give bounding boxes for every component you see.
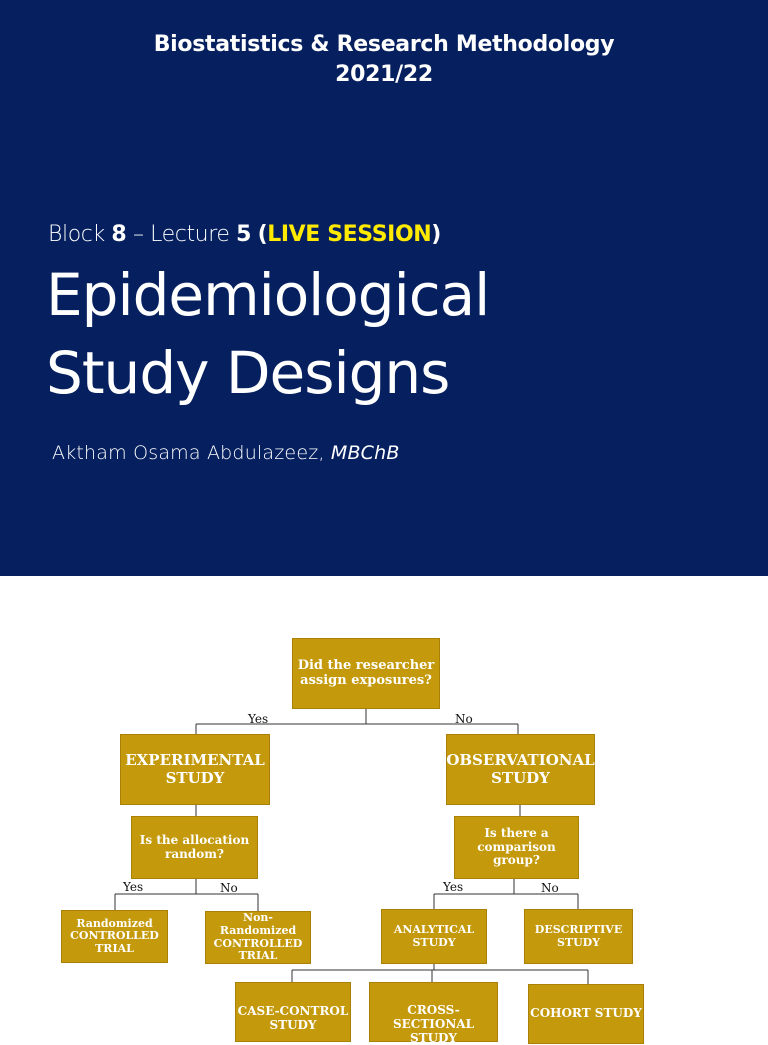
course-title: [0, 30, 768, 90]
block-lecture-line: [48, 222, 441, 247]
title-line-2: Study Designs: [46, 339, 450, 407]
node-analytical-study: ANALYTICAL STUDY: [381, 909, 487, 964]
label-alloc-no: No: [220, 881, 238, 895]
node-non-randomized-controlled-trial: Non-Randomized CONTROLLED TRIAL: [205, 911, 311, 964]
node-observational-study: OBSERVATIONAL STUDY: [446, 734, 595, 805]
live-session-label: LIVE SESSION: [267, 222, 432, 247]
label-comp-yes: Yes: [443, 880, 464, 894]
author: [52, 442, 400, 464]
label-root-yes: Yes: [248, 712, 269, 726]
lecture-number: 5: [236, 222, 252, 247]
title-line-1: Epidemiological: [46, 261, 490, 329]
node-comparison-group: Is there a comparison group?: [454, 816, 579, 879]
study-design-flowchart: [0, 576, 768, 1045]
course-year: 2021/22: [335, 62, 433, 87]
paren-open: (: [257, 222, 268, 247]
node-case-control-study: CASE-CONTROL STUDY: [235, 982, 351, 1042]
author-name: Aktham Osama Abdulazeez,: [52, 442, 331, 464]
node-assign-exposures: Did the researcher assign exposures?: [292, 638, 440, 709]
paren-close: ): [431, 222, 441, 247]
node-cohort-study: COHORT STUDY: [528, 984, 644, 1044]
node-descriptive-study: DESCRIPTIVE STUDY: [524, 909, 633, 964]
author-degree: MBChB: [330, 442, 400, 464]
label-root-no: No: [455, 712, 473, 726]
label-alloc-yes: Yes: [123, 880, 144, 894]
block-number: 8: [111, 222, 127, 247]
node-cross-sectional-study: CROSS-SECTIONAL STUDY: [369, 982, 498, 1042]
block-word: Block: [48, 222, 105, 247]
lecture-title: [46, 256, 489, 412]
node-randomized-controlled-trial: Randomized CONTROLLED TRIAL: [61, 910, 168, 963]
course-name: Biostatistics & Research Methodology: [153, 32, 615, 57]
dash: –: [132, 222, 144, 247]
label-comp-no: No: [541, 881, 559, 895]
lecture-word: Lecture: [150, 222, 230, 247]
node-experimental-study: EXPERIMENTAL STUDY: [120, 734, 270, 805]
node-allocation-random: Is the allocation random?: [131, 816, 258, 879]
